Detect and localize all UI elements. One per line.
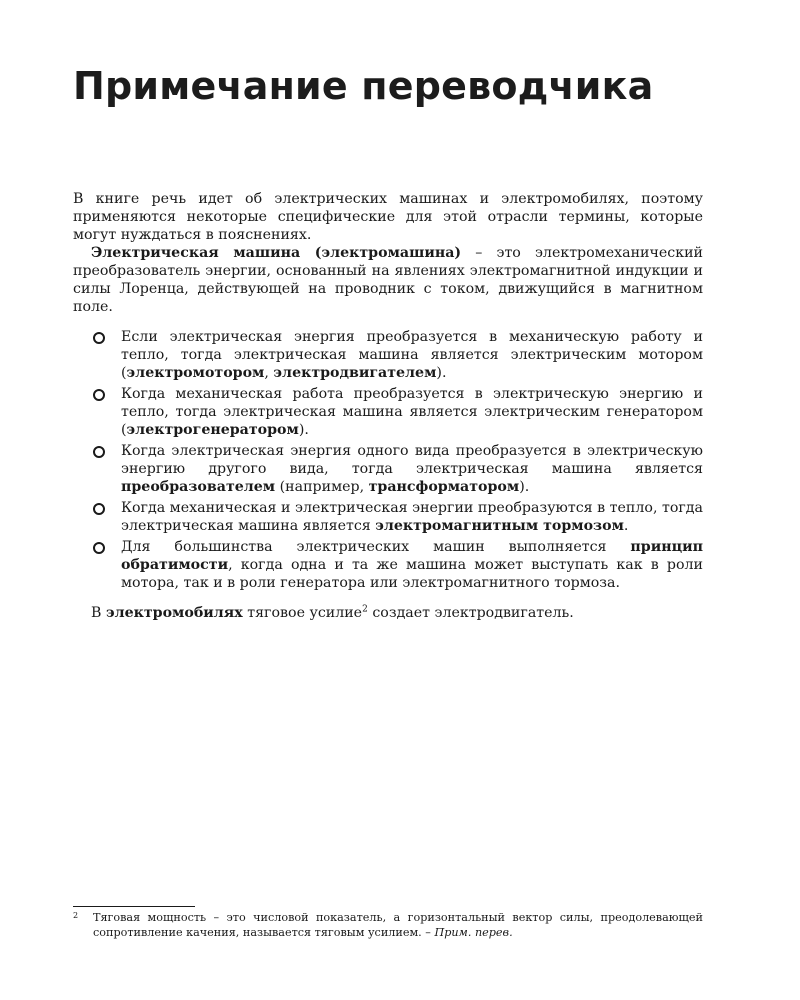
footnote (73, 910, 703, 940)
footnote-number: 2 (73, 911, 79, 920)
bullet-list (73, 328, 703, 592)
definition-paragraph (73, 244, 703, 316)
footnote-divider (73, 906, 195, 907)
list-item: Для большинства электрических машин выполняется принцип обратимости, когда одна и та же машина может выступать как в роли мотора, так и в роли генератора или электромагнитного тормоза. (73, 538, 703, 592)
footnote-text: Тяговая мощность – это числовой показатель, а горизонтальный вектор силы, преодолевающей сопротивление качения, называется тяговым усилием. – Прим. перев. (93, 911, 703, 939)
circle-bullet-icon (93, 389, 105, 401)
list-item: Если электрическая энергия преобразуется в механическую работу и тепло, тогда электрическая машина является электрическим мотором (электромотором, электродвигателем). (73, 328, 703, 382)
circle-bullet-icon (93, 446, 105, 458)
footnote-reference: 2 (362, 604, 368, 615)
intro-paragraph: В книге речь идет об электрических машинах и электромобилях, поэтому применяются некоторые специфические для этой отрасли термины, которые могут нуждаться в пояснениях. (73, 191, 703, 243)
footnote-attribution: Прим. перев. (434, 926, 513, 939)
list-item: Когда механическая работа преобразуется в электрическую энергию и тепло, тогда электрическая машина является электрическим генератором (электрогенератором). (73, 385, 703, 439)
circle-bullet-icon (93, 332, 105, 344)
circle-bullet-icon (93, 542, 105, 554)
circle-bullet-icon (93, 503, 105, 515)
page-title: Примечание переводчика (73, 64, 654, 108)
definition-term: Электрическая машина (электромашина) (91, 245, 462, 261)
body-text (73, 190, 703, 622)
list-item: Когда механическая и электрическая энергии преобразуются в тепло, тогда электрическая машина является электромагнитным тормозом. (73, 499, 703, 535)
closing-paragraph: В электромобилях тяговое усилие$^2$ создает электродвигатель. (91, 604, 574, 621)
definition-text: – это электромеханический преобразователь энергии, основанный на явлениях электромагнитной индукции и силы Лоренца, действующей на проводник с током, движущийся в магнитном поле. (73, 245, 703, 315)
list-item: Когда электрическая энергия одного вида преобразуется в электрическую энергию другого вида, тогда электрическая машина является преобразователем (например, трансформатором). (73, 442, 703, 496)
